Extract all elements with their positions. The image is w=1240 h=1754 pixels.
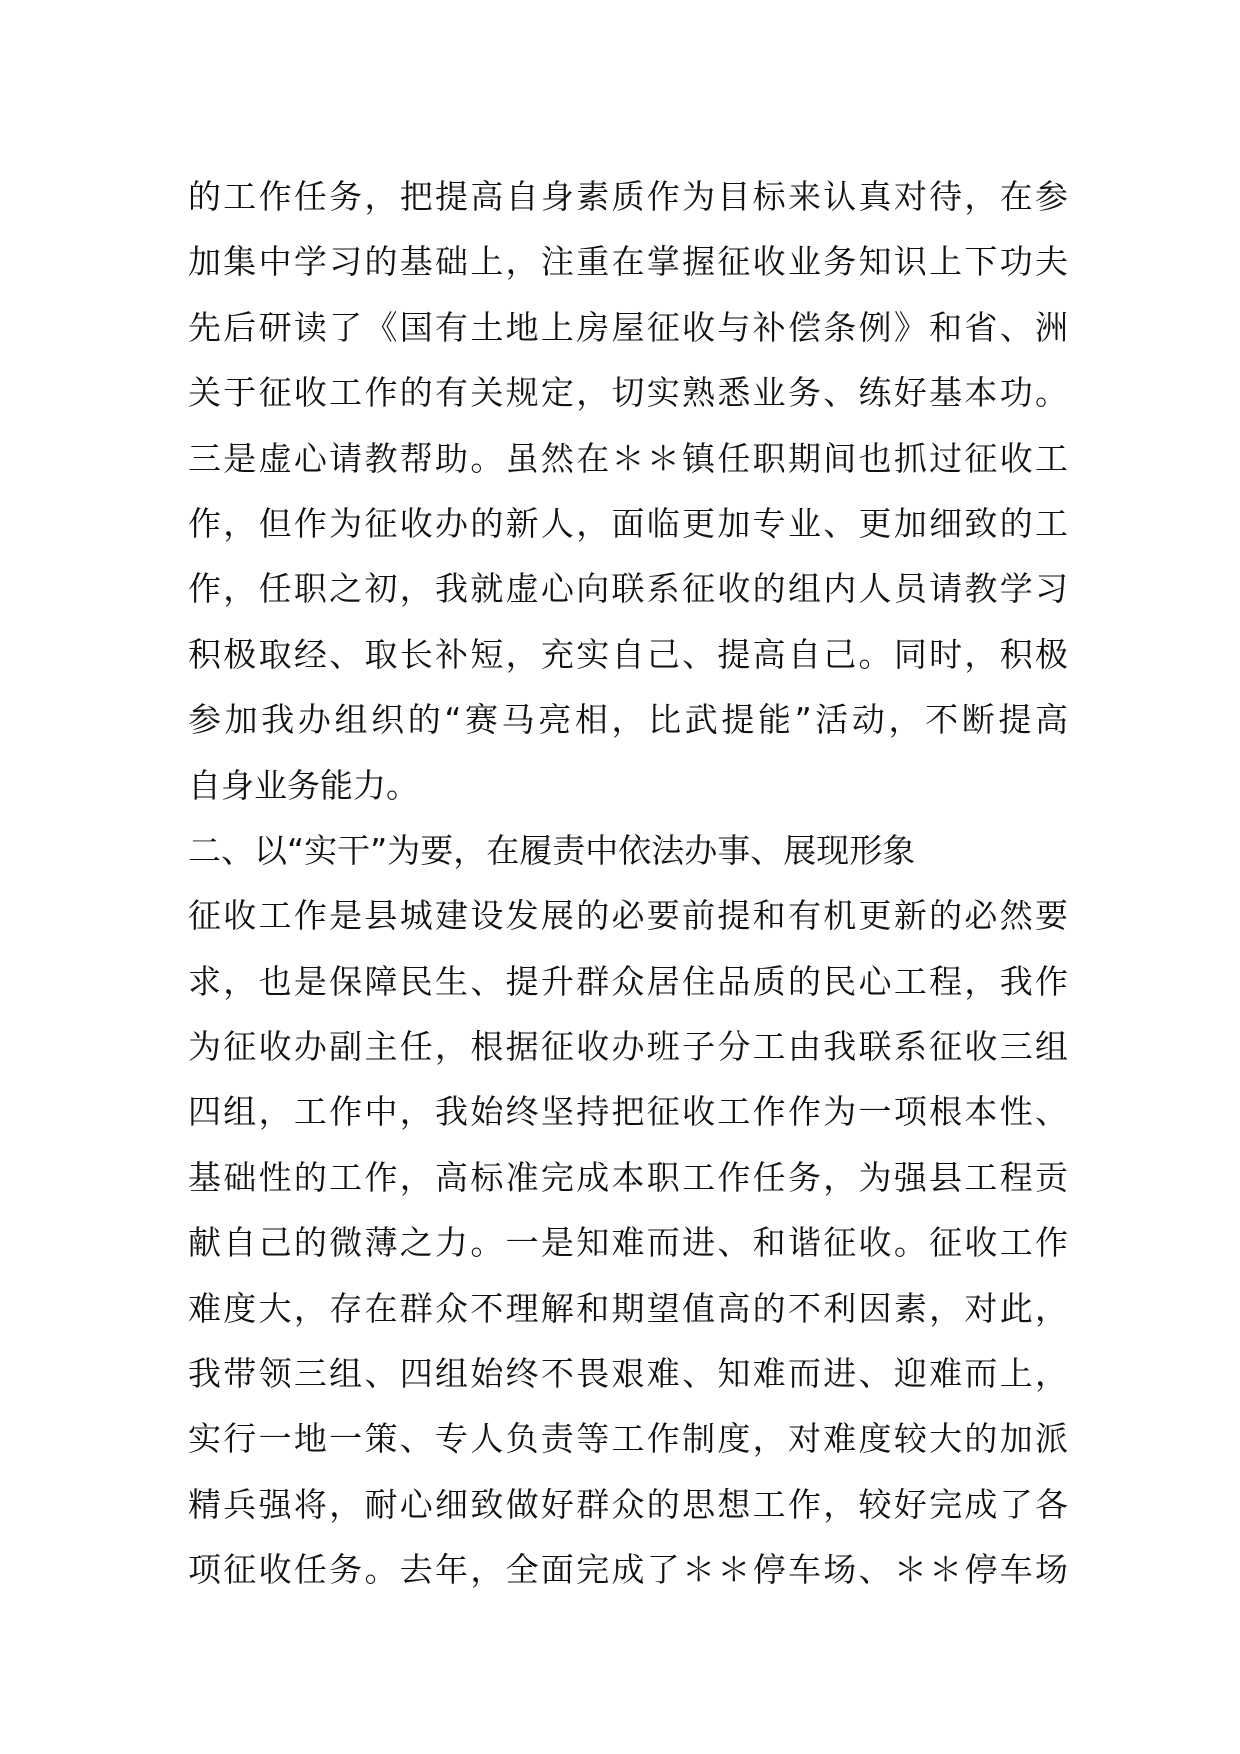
text-line: 关于征收工作的有关规定，切实熟悉业务、练好基本功。	[188, 373, 1068, 413]
text-line: 求，也是保障民生、提升群众居住品质的民心工程，我作	[188, 961, 1068, 1001]
text-line: 为征收办副主任，根据征收办班子分工由我联系征收三组	[188, 1027, 1068, 1067]
text-line: 作，任职之初，我就虚心向联系征收的组内人员请教学习	[188, 569, 1068, 609]
text-line: 献自己的微薄之力。一是知难而进、和谐征收。征收工作	[188, 1223, 1068, 1263]
text-line: 作，但作为征收办的新人，面临更加专业、更加细致的工	[188, 503, 1068, 543]
text-line: 实行一地一策、专人负责等工作制度，对难度较大的加派	[188, 1419, 1068, 1459]
text-line: 三是虚心请教帮助。虽然在＊＊镇任职期间也抓过征收工	[188, 438, 1068, 478]
text-line: 难度大，存在群众不理解和期望值高的不利因素，对此，	[188, 1288, 1068, 1328]
text-line: 四组，工作中，我始终坚持把征收工作作为一项根本性、	[188, 1092, 1068, 1132]
text-line: 加集中学习的基础上，注重在掌握征收业务知识上下功夫	[188, 242, 1068, 282]
text-line: 项征收任务。去年，全面完成了＊＊停车场、＊＊停车场	[188, 1550, 1068, 1590]
text-line: 自身业务能力。	[188, 765, 419, 805]
text-line: 基础性的工作，高标准完成本职工作任务，为强县工程贡	[188, 1157, 1068, 1197]
text-line: 我带领三组、四组始终不畏艰难、知难而进、迎难而上，	[188, 1354, 1068, 1394]
section-heading: 二、以“实干”为要，在履责中依法办事、展现形象	[188, 830, 916, 870]
text-line: 征收工作是县城建设发展的必要前提和有机更新的必然要	[188, 896, 1068, 936]
text-line: 的工作任务，把提高自身素质作为目标来认真对待，在参	[188, 177, 1068, 216]
body-text	[188, 164, 1068, 1603]
text-line: 精兵强将，耐心细致做好群众的思想工作，较好完成了各	[188, 1484, 1068, 1524]
text-line: 先后研读了《国有土地上房屋征收与补偿条例》和省、洲	[188, 307, 1068, 347]
text-line: 积极取经、取长补短，充实自己、提高自己。同时，积极	[188, 634, 1068, 674]
text-line: 参加我办组织的“赛马亮相，比武提能”活动，不断提高	[188, 700, 1068, 740]
